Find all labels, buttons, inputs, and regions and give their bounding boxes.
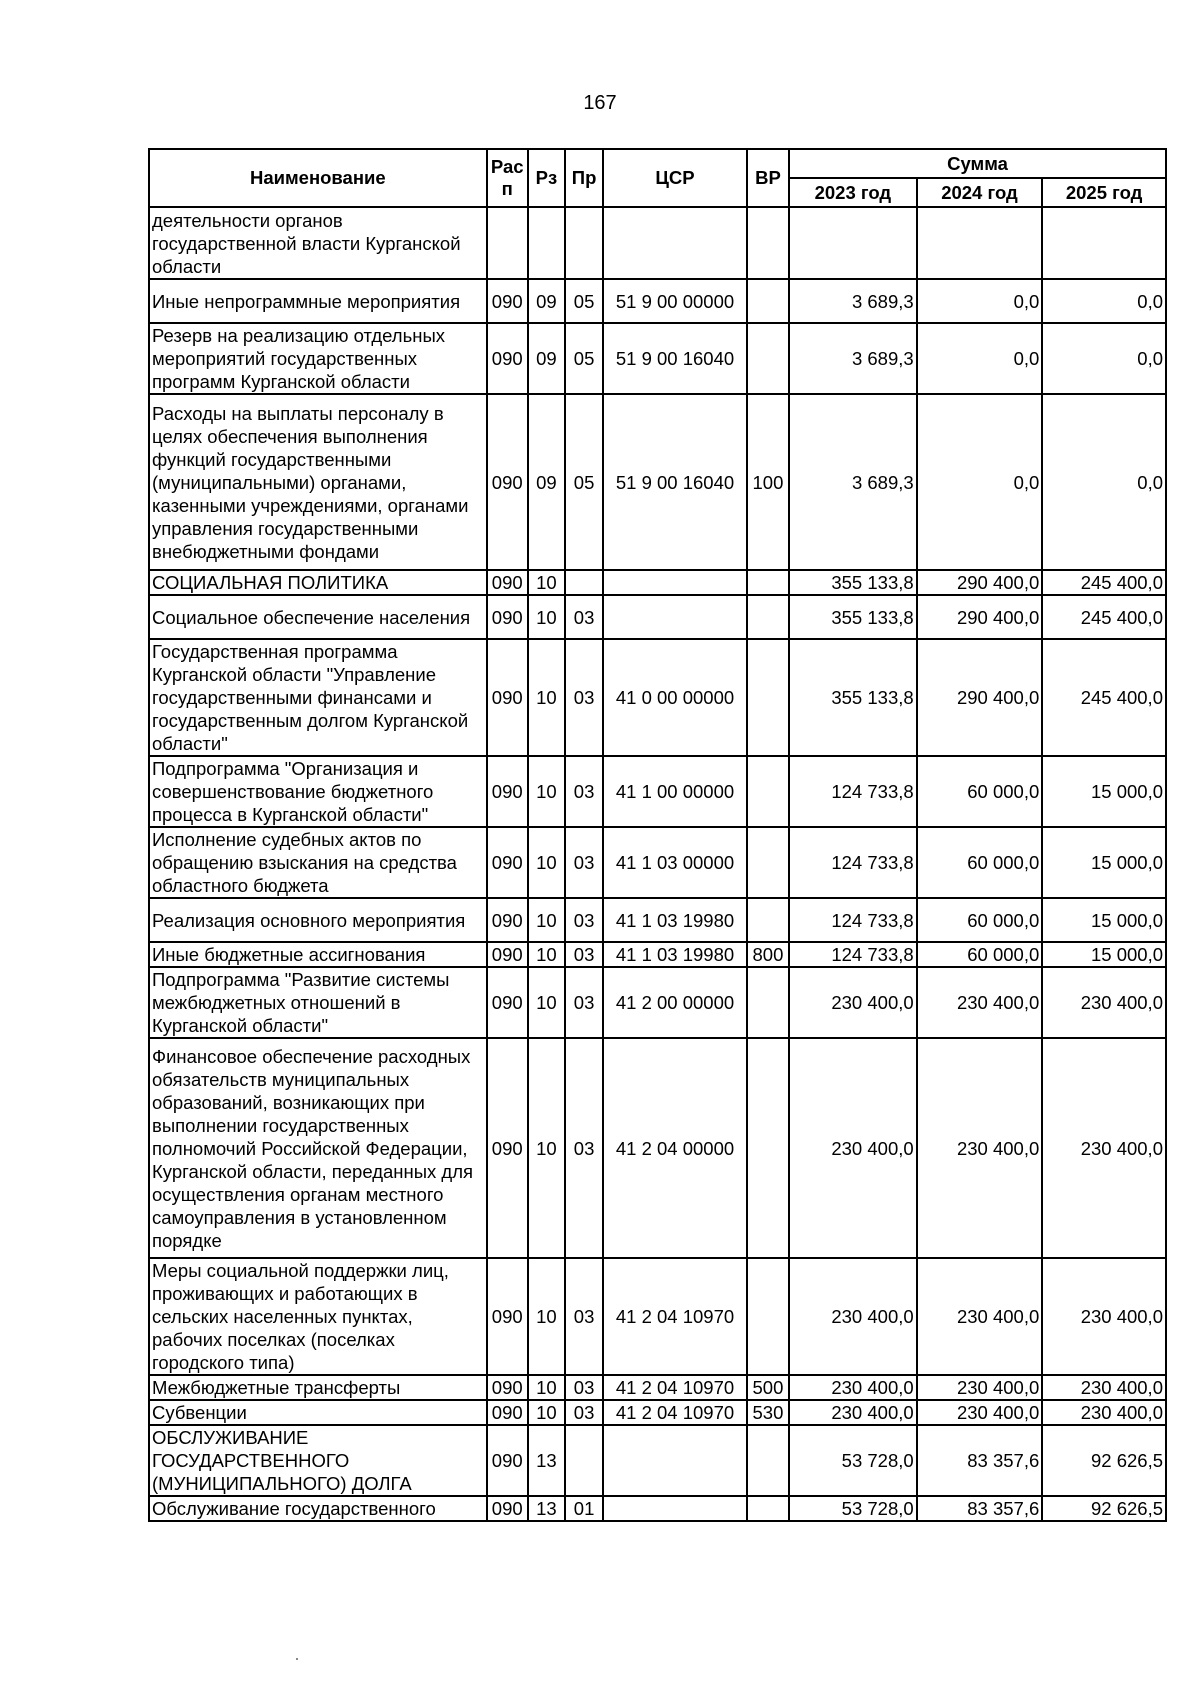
cell-y2025: 0,0: [1042, 394, 1166, 570]
cell-name: Межбюджетные трансферты: [149, 1375, 487, 1400]
cell-rz: 09: [528, 279, 565, 323]
cell-pr: 03: [565, 898, 603, 942]
cell-y2024: 230 400,0: [917, 1038, 1043, 1258]
table-row: [149, 1400, 1166, 1425]
table-row: [149, 1258, 1166, 1375]
table-row: [149, 279, 1166, 323]
cell-rz: 10: [528, 595, 565, 639]
page-number: 167: [583, 92, 617, 114]
cell-csr: 41 1 03 00000: [603, 827, 747, 898]
cell-csr: 41 2 00 00000: [603, 967, 747, 1038]
cell-name: Социальное обеспечение населения: [149, 595, 487, 639]
cell-y2025: 230 400,0: [1042, 1400, 1166, 1425]
cell-y2024: 230 400,0: [917, 967, 1043, 1038]
cell-rz: 10: [528, 967, 565, 1038]
cell-csr: 51 9 00 16040: [603, 323, 747, 394]
cell-y2024: 60 000,0: [917, 898, 1043, 942]
cell-csr: [603, 1425, 747, 1496]
cell-rz: 10: [528, 1258, 565, 1375]
cell-y2025: 92 626,5: [1042, 1496, 1166, 1521]
cell-rasp: 090: [487, 1375, 528, 1400]
cell-rz: 10: [528, 756, 565, 827]
cell-y2023: 230 400,0: [789, 1038, 917, 1258]
cell-y2023: 355 133,8: [789, 570, 917, 595]
cell-rz: 10: [528, 1038, 565, 1258]
cell-name: ОБСЛУЖИВАНИЕ ГОСУДАРСТВЕННОГО (МУНИЦИПАЛЬНОГО) ДОЛГА: [149, 1425, 487, 1496]
cell-name: деятельности органов государственной власти Курганской области: [149, 207, 487, 279]
cell-pr: 03: [565, 595, 603, 639]
cell-y2025: 230 400,0: [1042, 1258, 1166, 1375]
cell-vr: [747, 1496, 789, 1521]
table-row: [149, 898, 1166, 942]
cell-y2024: 230 400,0: [917, 1258, 1043, 1375]
cell-rasp: 090: [487, 1496, 528, 1521]
cell-rasp: 090: [487, 898, 528, 942]
table-row: [149, 756, 1166, 827]
cell-pr: 05: [565, 279, 603, 323]
cell-rz: 10: [528, 827, 565, 898]
table-row: [149, 570, 1166, 595]
cell-vr: [747, 1425, 789, 1496]
cell-rz: 10: [528, 1400, 565, 1425]
cell-name: СОЦИАЛЬНАЯ ПОЛИТИКА: [149, 570, 487, 595]
cell-y2025: 0,0: [1042, 323, 1166, 394]
cell-vr: [747, 756, 789, 827]
table-row: [149, 1496, 1166, 1521]
table-row: [149, 595, 1166, 639]
cell-vr: [747, 639, 789, 756]
cell-vr: 530: [747, 1400, 789, 1425]
table-row: [149, 1425, 1166, 1496]
cell-y2023: 230 400,0: [789, 1375, 917, 1400]
cell-pr: 03: [565, 827, 603, 898]
cell-y2024: [917, 207, 1043, 279]
header-rasp: Рас п: [487, 149, 528, 207]
cell-y2023: 124 733,8: [789, 942, 917, 967]
cell-y2025: 15 000,0: [1042, 756, 1166, 827]
cell-csr: [603, 595, 747, 639]
cell-vr: [747, 898, 789, 942]
cell-rasp: 090: [487, 595, 528, 639]
cell-y2023: 124 733,8: [789, 756, 917, 827]
cell-y2023: [789, 207, 917, 279]
cell-y2025: 0,0: [1042, 279, 1166, 323]
cell-csr: 41 1 03 19980: [603, 898, 747, 942]
cell-rz: 10: [528, 942, 565, 967]
cell-y2023: 355 133,8: [789, 595, 917, 639]
cell-rz: 09: [528, 394, 565, 570]
header-name: Наименование: [149, 149, 487, 207]
cell-csr: 41 1 00 00000: [603, 756, 747, 827]
cell-pr: 01: [565, 1496, 603, 1521]
cell-vr: 100: [747, 394, 789, 570]
cell-pr: [565, 1425, 603, 1496]
table-row: [149, 639, 1166, 756]
cell-y2023: 124 733,8: [789, 827, 917, 898]
cell-y2025: 92 626,5: [1042, 1425, 1166, 1496]
cell-rasp: 090: [487, 323, 528, 394]
cell-y2024: 0,0: [917, 323, 1043, 394]
cell-y2023: 53 728,0: [789, 1425, 917, 1496]
cell-pr: 03: [565, 639, 603, 756]
cell-csr: 41 2 04 10970: [603, 1258, 747, 1375]
cell-y2024: 290 400,0: [917, 570, 1043, 595]
table-row: [149, 967, 1166, 1038]
header-vr: ВР: [747, 149, 789, 207]
cell-y2023: 53 728,0: [789, 1496, 917, 1521]
cell-rasp: 090: [487, 827, 528, 898]
cell-rz: 10: [528, 898, 565, 942]
cell-y2024: 0,0: [917, 279, 1043, 323]
cell-vr: [747, 570, 789, 595]
cell-csr: [603, 207, 747, 279]
table-header: [149, 149, 1166, 207]
cell-y2025: 245 400,0: [1042, 595, 1166, 639]
cell-y2024: 230 400,0: [917, 1400, 1043, 1425]
cell-csr: 41 2 04 10970: [603, 1400, 747, 1425]
cell-y2024: 290 400,0: [917, 639, 1043, 756]
cell-rasp: 090: [487, 394, 528, 570]
cell-vr: [747, 323, 789, 394]
cell-name: Иные бюджетные ассигнования: [149, 942, 487, 967]
header-2025: 2025 год: [1042, 178, 1166, 207]
table-row: [149, 323, 1166, 394]
cell-pr: 03: [565, 1400, 603, 1425]
cell-y2025: 230 400,0: [1042, 967, 1166, 1038]
cell-vr: [747, 279, 789, 323]
cell-y2025: 230 400,0: [1042, 1038, 1166, 1258]
cell-rz: [528, 207, 565, 279]
cell-y2024: 83 357,6: [917, 1496, 1043, 1521]
cell-rasp: 090: [487, 1038, 528, 1258]
cell-csr: 51 9 00 16040: [603, 394, 747, 570]
cell-y2025: 15 000,0: [1042, 942, 1166, 967]
cell-csr: [603, 1496, 747, 1521]
table-row: [149, 1375, 1166, 1400]
cell-y2024: 60 000,0: [917, 756, 1043, 827]
cell-y2023: 230 400,0: [789, 1258, 917, 1375]
table-row: [149, 942, 1166, 967]
cell-rz: 09: [528, 323, 565, 394]
cell-pr: 05: [565, 394, 603, 570]
cell-rz: 10: [528, 570, 565, 595]
cell-y2025: 15 000,0: [1042, 898, 1166, 942]
cell-pr: [565, 570, 603, 595]
cell-csr: 41 1 03 19980: [603, 942, 747, 967]
cell-name: Иные непрограммные мероприятия: [149, 279, 487, 323]
cell-rasp: 090: [487, 967, 528, 1038]
cell-vr: [747, 1038, 789, 1258]
cell-csr: [603, 570, 747, 595]
cell-name: Исполнение судебных актов по обращению взыскания на средства областного бюджета: [149, 827, 487, 898]
header-sum: Сумма: [789, 149, 1166, 178]
cell-name: Меры социальной поддержки лиц, проживающих и работающих в сельских населенных пунктах, рабочих поселках (поселках городского типа): [149, 1258, 487, 1375]
cell-pr: [565, 207, 603, 279]
cell-name: Подпрограмма "Развитие системы межбюджетных отношений в Курганской области": [149, 967, 487, 1038]
cell-y2025: 230 400,0: [1042, 1375, 1166, 1400]
cell-y2024: 60 000,0: [917, 942, 1043, 967]
cell-rasp: 090: [487, 1258, 528, 1375]
cell-pr: 03: [565, 967, 603, 1038]
cell-rz: 10: [528, 1375, 565, 1400]
cell-csr: 41 2 04 00000: [603, 1038, 747, 1258]
cell-rasp: 090: [487, 756, 528, 827]
cell-vr: 800: [747, 942, 789, 967]
cell-rasp: [487, 207, 528, 279]
table-row: [149, 1038, 1166, 1258]
cell-csr: 51 9 00 00000: [603, 279, 747, 323]
cell-y2023: 355 133,8: [789, 639, 917, 756]
cell-y2023: 124 733,8: [789, 898, 917, 942]
header-csr: ЦСР: [603, 149, 747, 207]
cell-vr: [747, 595, 789, 639]
cell-vr: [747, 967, 789, 1038]
cell-rasp: 090: [487, 1425, 528, 1496]
table-row: [149, 827, 1166, 898]
cell-vr: [747, 827, 789, 898]
cell-rasp: 090: [487, 1400, 528, 1425]
cell-vr: 500: [747, 1375, 789, 1400]
cell-pr: 03: [565, 942, 603, 967]
cell-y2024: 60 000,0: [917, 827, 1043, 898]
header-rz: Рз: [528, 149, 565, 207]
table-body: [149, 207, 1166, 1521]
cell-y2024: 290 400,0: [917, 595, 1043, 639]
cell-rz: 13: [528, 1425, 565, 1496]
cell-y2025: 15 000,0: [1042, 827, 1166, 898]
scan-speck: [296, 1658, 298, 1660]
header-2023: 2023 год: [789, 178, 917, 207]
cell-y2023: 3 689,3: [789, 279, 917, 323]
cell-y2024: 0,0: [917, 394, 1043, 570]
table-row: [149, 207, 1166, 279]
cell-pr: 03: [565, 756, 603, 827]
cell-name: Реализация основного мероприятия: [149, 898, 487, 942]
cell-rz: 13: [528, 1496, 565, 1521]
header-2024: 2024 год: [917, 178, 1043, 207]
budget-table: [148, 148, 1167, 1522]
cell-name: Подпрограмма "Организация и совершенствование бюджетного процесса в Курганской области": [149, 756, 487, 827]
cell-y2025: 245 400,0: [1042, 570, 1166, 595]
cell-y2025: [1042, 207, 1166, 279]
cell-y2024: 83 357,6: [917, 1425, 1043, 1496]
header-pr: Пр: [565, 149, 603, 207]
cell-y2023: 3 689,3: [789, 394, 917, 570]
cell-y2023: 230 400,0: [789, 1400, 917, 1425]
cell-y2025: 245 400,0: [1042, 639, 1166, 756]
cell-rasp: 090: [487, 279, 528, 323]
cell-name: Субвенции: [149, 1400, 487, 1425]
cell-name: Государственная программа Курганской области "Управление государственными финансами и государственным долгом Курганской области": [149, 639, 487, 756]
cell-pr: 03: [565, 1038, 603, 1258]
cell-rasp: 090: [487, 942, 528, 967]
cell-y2023: 230 400,0: [789, 967, 917, 1038]
cell-pr: 05: [565, 323, 603, 394]
cell-rasp: 090: [487, 570, 528, 595]
cell-y2024: 230 400,0: [917, 1375, 1043, 1400]
cell-name: Резерв на реализацию отдельных мероприятий государственных программ Курганской области: [149, 323, 487, 394]
cell-csr: 41 2 04 10970: [603, 1375, 747, 1400]
cell-pr: 03: [565, 1258, 603, 1375]
table-row: [149, 394, 1166, 570]
cell-vr: [747, 1258, 789, 1375]
cell-name: Финансовое обеспечение расходных обязательств муниципальных образований, возникающих при выполнении государственных полномочий Российской Федерации, Курганской области, переданных для осуществления органам местного самоуправления в установленном порядке: [149, 1038, 487, 1258]
cell-y2023: 3 689,3: [789, 323, 917, 394]
cell-pr: 03: [565, 1375, 603, 1400]
cell-csr: 41 0 00 00000: [603, 639, 747, 756]
cell-vr: [747, 207, 789, 279]
cell-name: Расходы на выплаты персоналу в целях обеспечения выполнения функций государственными (муниципальными) органами, казенными учреждениями, органами управления государственными внебюджетными фондами: [149, 394, 487, 570]
cell-rasp: 090: [487, 639, 528, 756]
cell-name: Обслуживание государственного: [149, 1496, 487, 1521]
cell-rz: 10: [528, 639, 565, 756]
